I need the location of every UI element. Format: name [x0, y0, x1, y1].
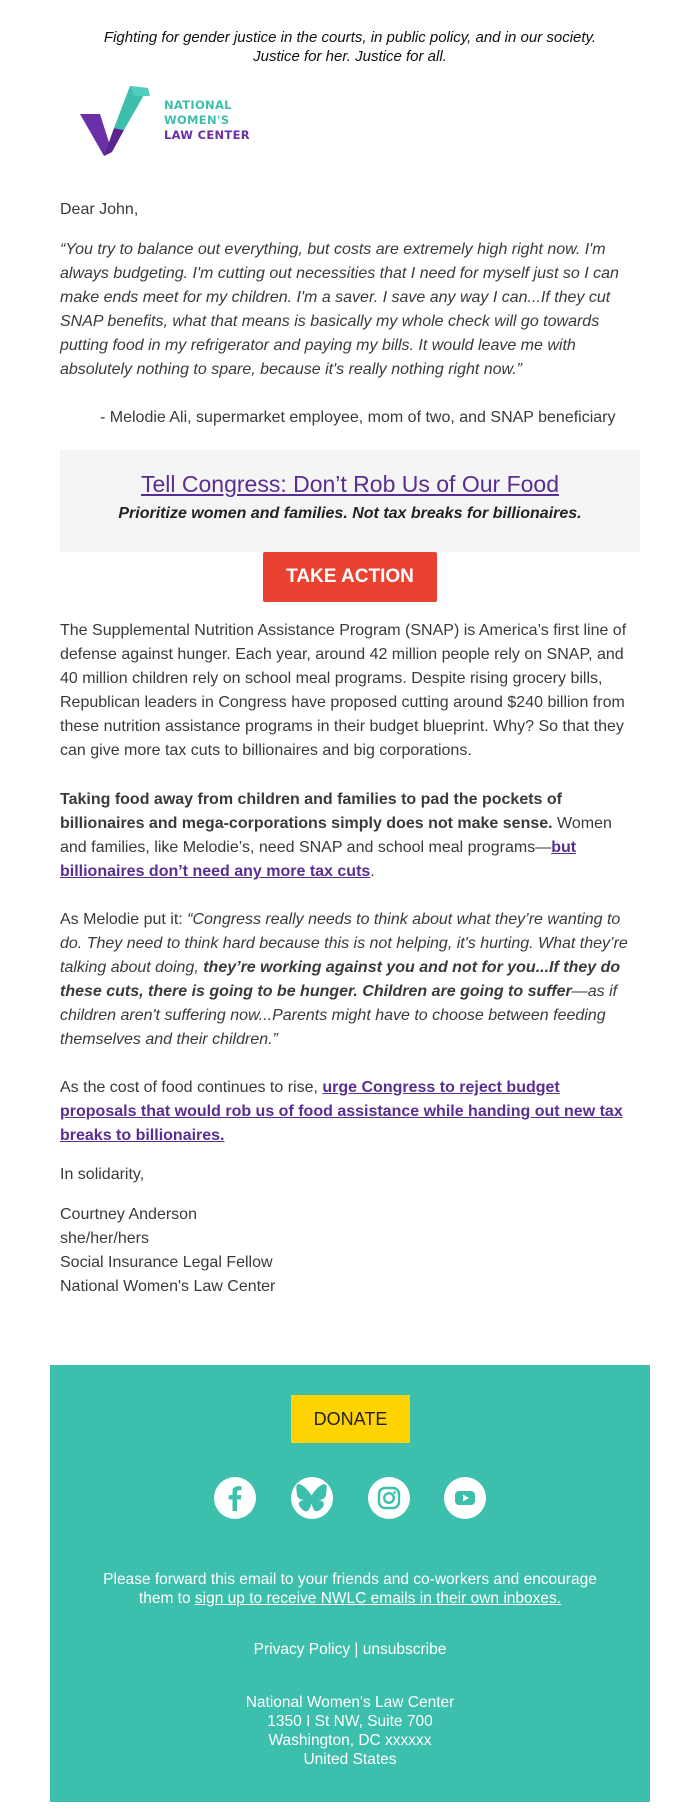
- nwlc-logo-mark: [78, 84, 160, 156]
- signature-pronouns: she/her/hers: [60, 1230, 149, 1247]
- address-city: Washington, DC xxxxxx: [268, 1732, 432, 1749]
- cta-subtitle: Prioritize women and families. Not tax breaks for billionaires.: [118, 505, 582, 522]
- logo-line-3: LAW CENTER: [164, 128, 250, 142]
- social-links: [214, 1477, 486, 1521]
- cta-title-link[interactable]: Tell Congress: Don’t Rob Us of Our Food: [140, 471, 559, 497]
- closing: In solidarity,: [60, 1166, 145, 1183]
- paragraph-melodie-bold: they’re working against you and not for you...If they do these cuts, there is going to be hunger. Children are going to suffer: [60, 959, 621, 1000]
- paragraph-melodie-intro: As Melodie put it:: [60, 911, 188, 928]
- forward-text: Please forward this email to your friends and co-workers and encourage them to: [103, 1571, 597, 1607]
- signature: [60, 1203, 640, 1299]
- address-name: National Women's Law Center: [245, 1694, 455, 1711]
- signup-link[interactable]: sign up to receive NWLC emails in their own inboxes.: [194, 1590, 562, 1607]
- signature-org: National Women's Law Center: [60, 1278, 276, 1295]
- signature-name: Courtney Anderson: [60, 1206, 197, 1223]
- urge-congress-link[interactable]: urge Congress to reject budget proposals that would rob us of food assistance while handing out new tax breaks to billionaires.: [60, 1079, 623, 1144]
- donate-button[interactable]: DONATE: [291, 1395, 410, 1443]
- logo-line-2: WOMEN'S: [164, 113, 230, 127]
- greeting: Dear John,: [60, 201, 139, 218]
- privacy-policy-link[interactable]: Privacy Policy: [253, 1641, 351, 1658]
- paragraph-urge-text: As the cost of food continues to rise,: [60, 1079, 323, 1096]
- address-street: 1350 I St NW, Suite 700: [267, 1713, 433, 1730]
- tagline: [0, 28, 700, 66]
- youtube-icon[interactable]: [444, 1477, 486, 1519]
- nwlc-logo[interactable]: [78, 84, 278, 156]
- cta-box: [60, 450, 640, 552]
- facebook-icon[interactable]: [214, 1477, 256, 1519]
- paragraph-billionaires: [60, 788, 640, 884]
- address-country: United States: [303, 1751, 397, 1768]
- bluesky-icon[interactable]: [291, 1477, 333, 1519]
- tagline-line-2: Justice for her. Justice for all.: [253, 48, 447, 65]
- paragraph-billionaires-end: .: [370, 863, 375, 880]
- take-action-button[interactable]: TAKE ACTION: [263, 552, 437, 602]
- tagline-line-1: Fighting for gender justice in the courts, in public policy, and in our society.: [103, 29, 597, 46]
- tax-cuts-link[interactable]: but billionaires don’t need any more tax cuts: [60, 839, 577, 880]
- footer: [50, 1365, 650, 1802]
- paragraph-snap: The Supplemental Nutrition Assistance Program (SNAP) is America’s first line of defense against hunger. Each year, around 42 million people rely on SNAP, and 40 million children rely on school meal programs. Despite rising grocery bills, Republican leaders in Congress have proposed cutting around $240 billion from these nutrition assistance programs in their budget blueprint. Why? So that they can give more tax cuts to billionaires and big corporations.: [60, 622, 627, 759]
- paragraph-urge: [60, 1076, 640, 1148]
- instagram-icon[interactable]: [368, 1477, 410, 1519]
- paragraph-billionaires-bold: Taking food away from children and families to pad the pockets of billionaires and mega-corporations simply does not make sense.: [60, 791, 562, 832]
- quote-attribution: - Melodie Ali, supermarket employee, mom of two, and SNAP beneficiary: [100, 409, 616, 426]
- nwlc-logo-text: [164, 98, 250, 143]
- paragraph-melodie-italic-1: “Congress really needs to think about what they’re wanting to do. They need to think hard because this is not helping, it's hurting. What they’re talking about doing,: [60, 911, 628, 976]
- unsubscribe-link[interactable]: unsubscribe: [362, 1641, 447, 1658]
- mailing-address: [50, 1693, 650, 1769]
- paragraph-melodie-italic-2: —as if children aren't suffering now...Parents might have to choose between feeding themselves and their children.”: [60, 983, 618, 1048]
- paragraph-melodie: [60, 908, 640, 1052]
- forward-message: [90, 1570, 610, 1608]
- signature-title: Social Insurance Legal Fellow: [60, 1254, 273, 1271]
- melodie-quote: “You try to balance out everything, but costs are extremely high right now. I'm always budgeting. I'm cutting out necessities that I need for myself just so I can make ends meet for my children. I'm a saver. I save any way I can...If they cut SNAP benefits, what that means is basically my whole check will go towards putting food in my refrigerator and paying my bills. It would leave me with absolutely nothing to spare, because it's really nothing right now.”: [60, 241, 619, 378]
- footer-links: [50, 1640, 650, 1659]
- logo-line-1: NATIONAL: [164, 98, 232, 112]
- footer-separator: |: [350, 1641, 363, 1658]
- paragraph-billionaires-text: Women and families, like Melodie’s, need SNAP and school meal programs—: [60, 815, 612, 856]
